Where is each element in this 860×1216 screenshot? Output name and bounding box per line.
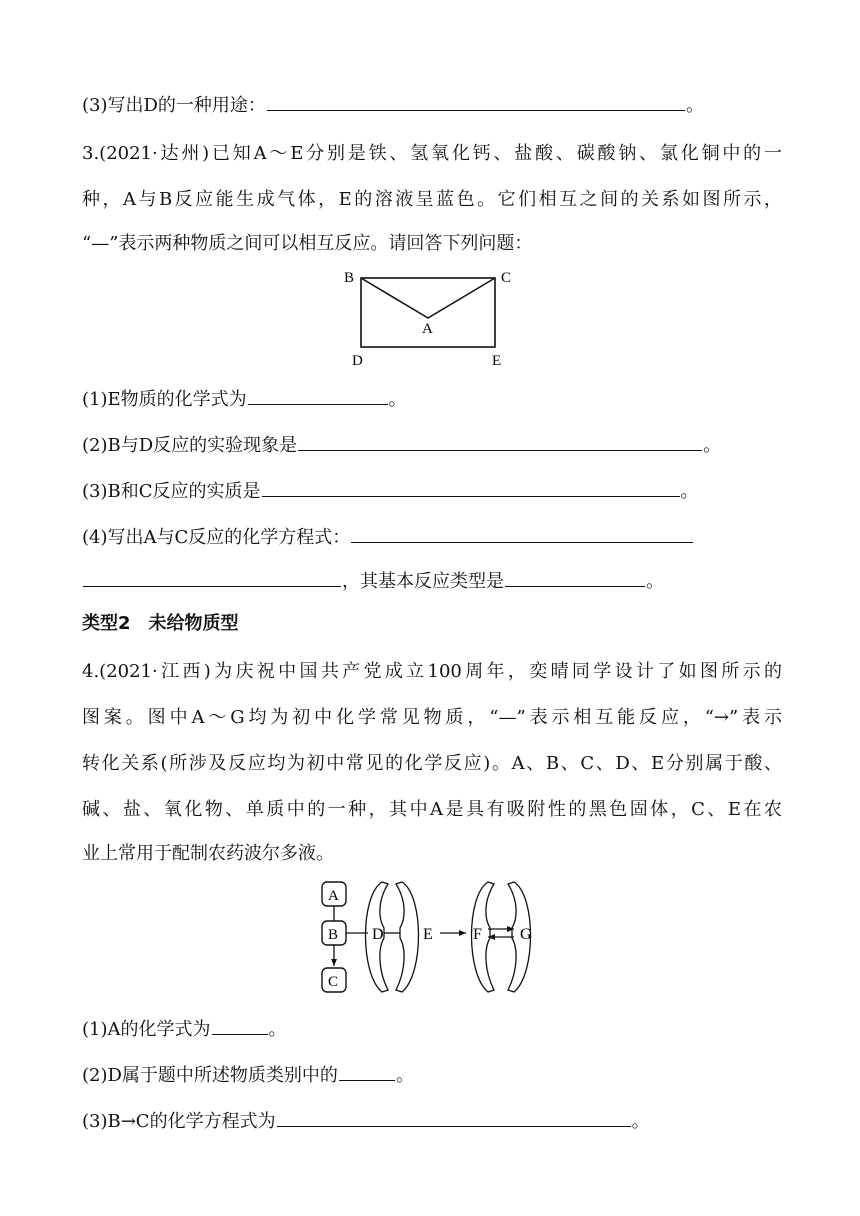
q4-part3-prompt: (3)B→C的化学方程式为 xyxy=(82,1111,276,1132)
answer-blank[interactable] xyxy=(262,478,680,497)
q4-stem-line3: 转化关系(所涉及反应均为初中常见的化学反应)。A、B、C、D、E分别属于酸、 xyxy=(82,753,782,774)
q3-part1-end: 。 xyxy=(388,389,407,410)
q4-part1-prompt: (1)A的化学式为 xyxy=(82,1019,211,1040)
q4-label-c: C xyxy=(328,974,339,990)
q3-part3 xyxy=(82,478,699,502)
q3-label-e: E xyxy=(492,353,502,369)
q3-part4 xyxy=(82,524,694,548)
answer-blank[interactable] xyxy=(339,1062,395,1081)
q3-part2 xyxy=(82,432,721,456)
q3-part3-prompt: (3)B和C反应的实质是 xyxy=(82,481,261,502)
q4-shape-e xyxy=(396,882,419,992)
q3-stem-line2: 种，A与B反应能生成气体，E的溶液呈蓝色。它们相互之间的关系如图所示， xyxy=(82,189,782,210)
q4-label-f: F xyxy=(473,926,482,943)
q4-part3-end: 。 xyxy=(631,1111,650,1132)
q3-part4-end: 。 xyxy=(646,571,664,592)
q3-label-b: B xyxy=(344,270,355,286)
q4-part3 xyxy=(82,1108,650,1132)
q4-party-emblem-diagram xyxy=(318,878,554,1000)
q3-part1-prompt: (1)E物质的化学式为 xyxy=(82,389,247,410)
q4-label-e: E xyxy=(423,926,433,943)
q3-part4-cont xyxy=(82,568,664,592)
q4-part2-end: 。 xyxy=(395,1065,414,1086)
q4-stem-line2: 图案。图中A～G均为初中化学常见物质，“—”表示相互能反应，“→”表示 xyxy=(82,707,782,728)
q3-stem-line3: “—”表示两种物质之间可以相互反应。请回答下列问题： xyxy=(82,233,533,254)
answer-blank[interactable] xyxy=(267,92,685,111)
q4-label-d: D xyxy=(372,926,384,943)
q4-part2-prompt: (2)D属于题中所述物质类别中的 xyxy=(82,1065,338,1086)
q4-stem-line5: 业上常用于配制农药波尔多液。 xyxy=(82,843,334,864)
answer-blank[interactable] xyxy=(505,568,645,587)
q3-relationship-diagram xyxy=(340,264,520,374)
q4-part1 xyxy=(82,1016,287,1040)
q4-stem-line4: 碱、盐、氧化物、单质中的一种，其中A是具有吸附性的黑色固体，C、E在农 xyxy=(82,799,782,820)
q3-part2-end: 。 xyxy=(703,435,722,456)
q2-part3-prompt: (3)写出D的一种用途： xyxy=(82,95,266,116)
q4-label-b: B xyxy=(328,927,339,943)
answer-blank[interactable] xyxy=(248,386,388,405)
q2-part3 xyxy=(82,92,704,116)
answer-blank[interactable] xyxy=(83,568,341,587)
q4-label-g: G xyxy=(520,926,532,943)
q3-label-a: A xyxy=(422,321,433,337)
q3-v-lines xyxy=(361,278,495,318)
q4-part2 xyxy=(82,1062,414,1086)
answer-blank[interactable] xyxy=(298,432,702,451)
q3-part4-reaction-type-prompt: ，其基本反应类型是 xyxy=(342,571,504,592)
answer-blank[interactable] xyxy=(212,1016,268,1035)
q4-part1-end: 。 xyxy=(268,1019,287,1040)
q2-part3-end: 。 xyxy=(685,95,704,116)
section-heading-type2: 类型2 未给物质型 xyxy=(82,613,239,634)
q4-stem-line1: 4.(2021·江西)为庆祝中国共产党成立100周年，奕晴同学设计了如图所示的 xyxy=(82,661,782,682)
q3-part4-prompt: (4)写出A与C反应的化学方程式： xyxy=(82,527,351,548)
q3-label-c: C xyxy=(501,270,512,286)
answer-blank[interactable] xyxy=(351,524,693,543)
q4-label-a: A xyxy=(328,888,339,904)
q3-part1 xyxy=(82,386,407,410)
q3-part3-end: 。 xyxy=(680,481,699,502)
q3-label-d: D xyxy=(352,353,363,369)
q3-stem-line1: 3.(2021·达州)已知A～E分别是铁、氢氧化钙、盐酸、碳酸钠、氯化铜中的一 xyxy=(82,143,782,164)
q3-part2-prompt: (2)B与D反应的实验现象是 xyxy=(82,435,298,456)
answer-blank[interactable] xyxy=(277,1108,631,1127)
